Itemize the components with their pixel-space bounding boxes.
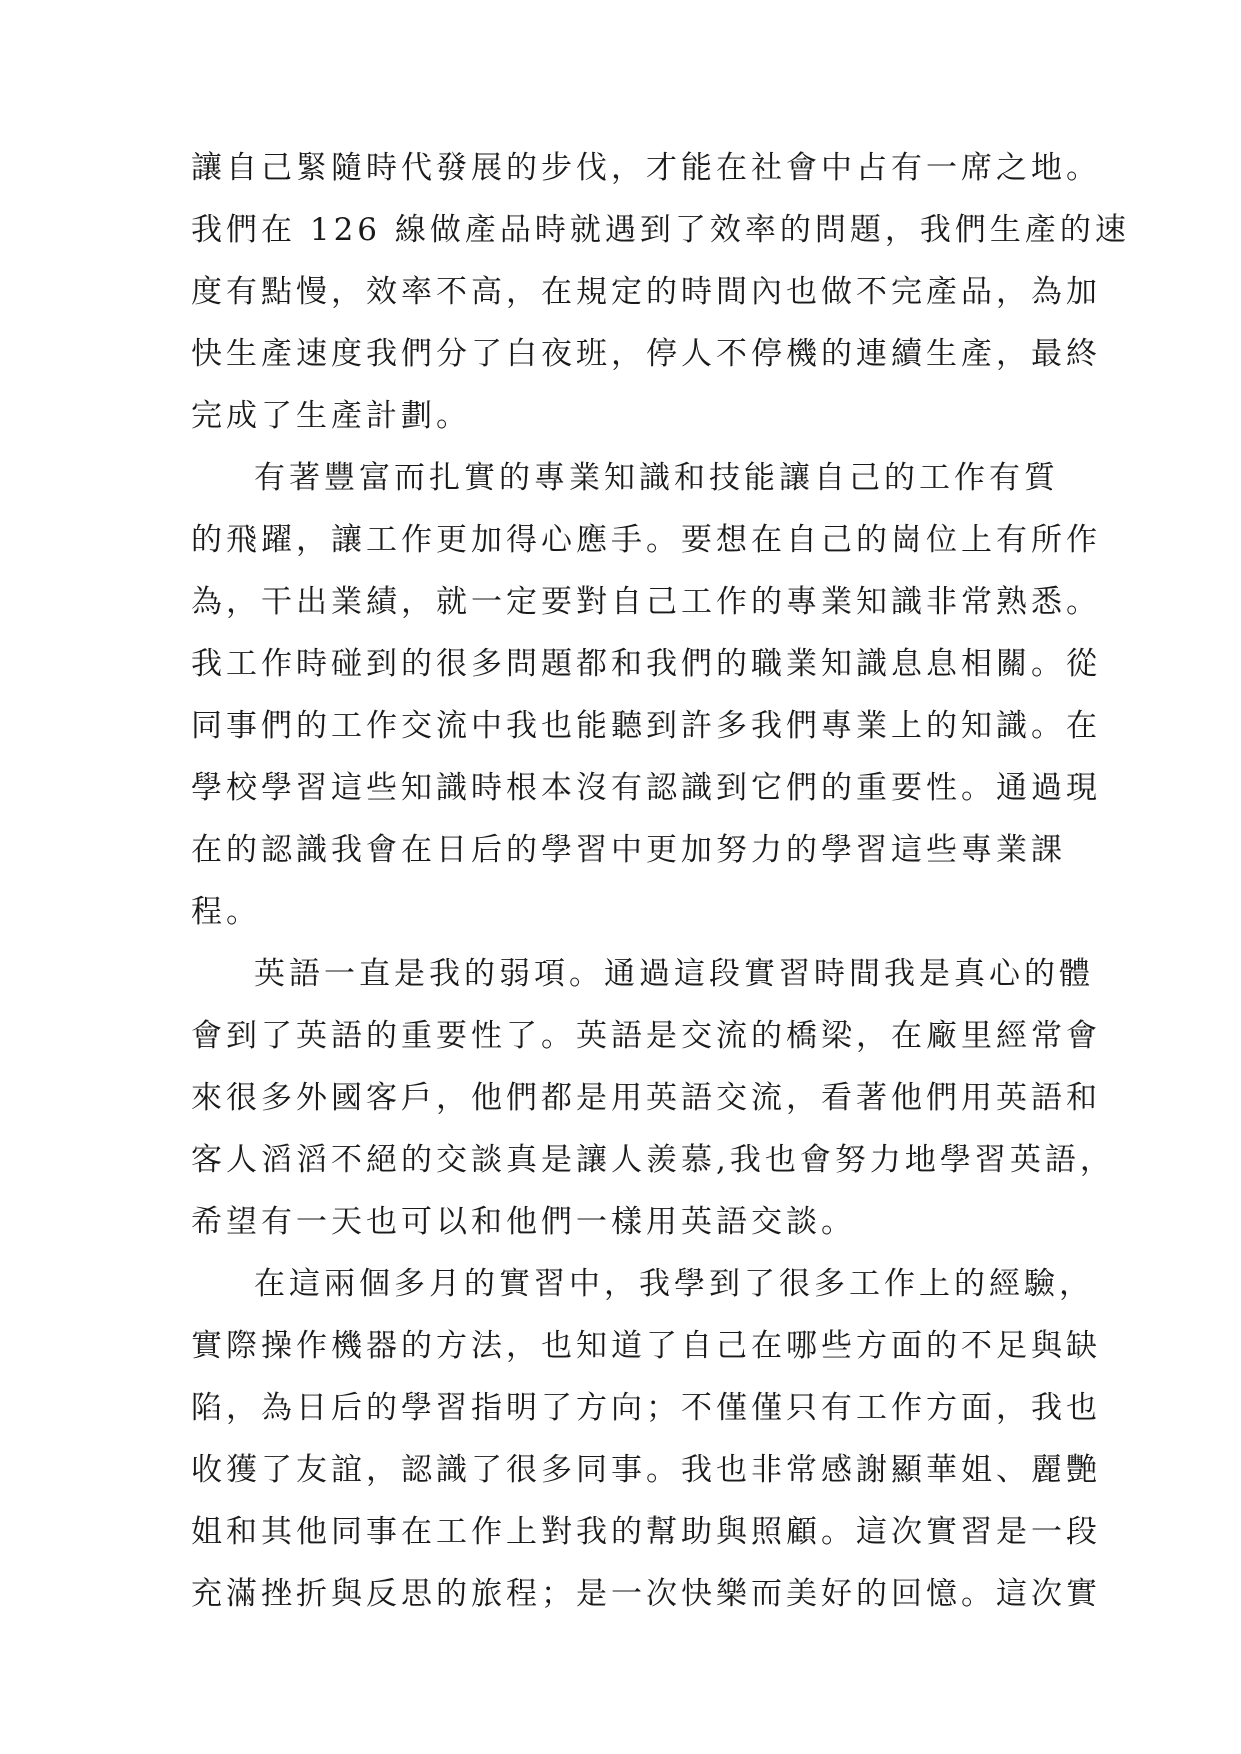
text-line: 陷，為日后的學習指明了方向；不僅僅只有工作方面，我也: [191, 1390, 1101, 1426]
text-line: 我們在 126 線做產品時就遇到了效率的問題，我們生產的速: [191, 212, 1130, 248]
text-line: 讓自己緊隨時代發展的步伐，才能在社會中占有一席之地。: [191, 150, 1101, 186]
text-line: 學校學習這些知識時根本沒有認識到它們的重要性。通過現: [191, 770, 1101, 806]
text-line: 充滿挫折與反思的旅程；是一次快樂而美好的回憶。這次實: [191, 1576, 1101, 1612]
text-line: 完成了生產計劃。: [191, 398, 471, 434]
paragraph-first-line: 英語一直是我的弱項。通過這段實習時間我是真心的體: [254, 956, 1094, 992]
text-line: 姐和其他同事在工作上對我的幫助與照顧。這次實習是一段: [191, 1514, 1101, 1550]
text-line: 來很多外國客戶，他們都是用英語交流，看著他們用英語和: [191, 1080, 1101, 1116]
paragraph-first-line: 有著豐富而扎實的專業知識和技能讓自己的工作有質: [254, 460, 1059, 496]
text-line: 實際操作機器的方法，也知道了自己在哪些方面的不足與缺: [191, 1328, 1101, 1364]
text-line: 的飛躍，讓工作更加得心應手。要想在自己的崗位上有所作: [191, 522, 1101, 558]
text-line: 為，干出業績，就一定要對自己工作的專業知識非常熟悉。: [191, 584, 1101, 620]
text-line: 我工作時碰到的很多問題都和我們的職業知識息息相關。從: [191, 646, 1101, 682]
text-line: 希望有一天也可以和他們一樣用英語交談。: [191, 1204, 856, 1240]
text-line: 快生產速度我們分了白夜班，停人不停機的連續生產，最終: [191, 336, 1101, 372]
text-line: 收獲了友誼，認識了很多同事。我也非常感謝顯華姐、麗艷: [191, 1452, 1101, 1488]
text-line: 會到了英語的重要性了。英語是交流的橋梁，在廠里經常會: [191, 1018, 1101, 1054]
text-line: 程。: [191, 894, 261, 930]
text-line: 客人滔滔不絕的交談真是讓人羨慕,我也會努力地學習英語，: [191, 1142, 1115, 1178]
paragraph-first-line: 在這兩個多月的實習中，我學到了很多工作上的經驗，: [254, 1266, 1094, 1302]
text-line: 度有點慢，效率不高，在規定的時間內也做不完產品，為加: [191, 274, 1101, 310]
text-line: 在的認識我會在日后的學習中更加努力的學習這些專業課: [191, 832, 1066, 868]
text-line: 同事們的工作交流中我也能聽到許多我們專業上的知識。在: [191, 708, 1101, 744]
